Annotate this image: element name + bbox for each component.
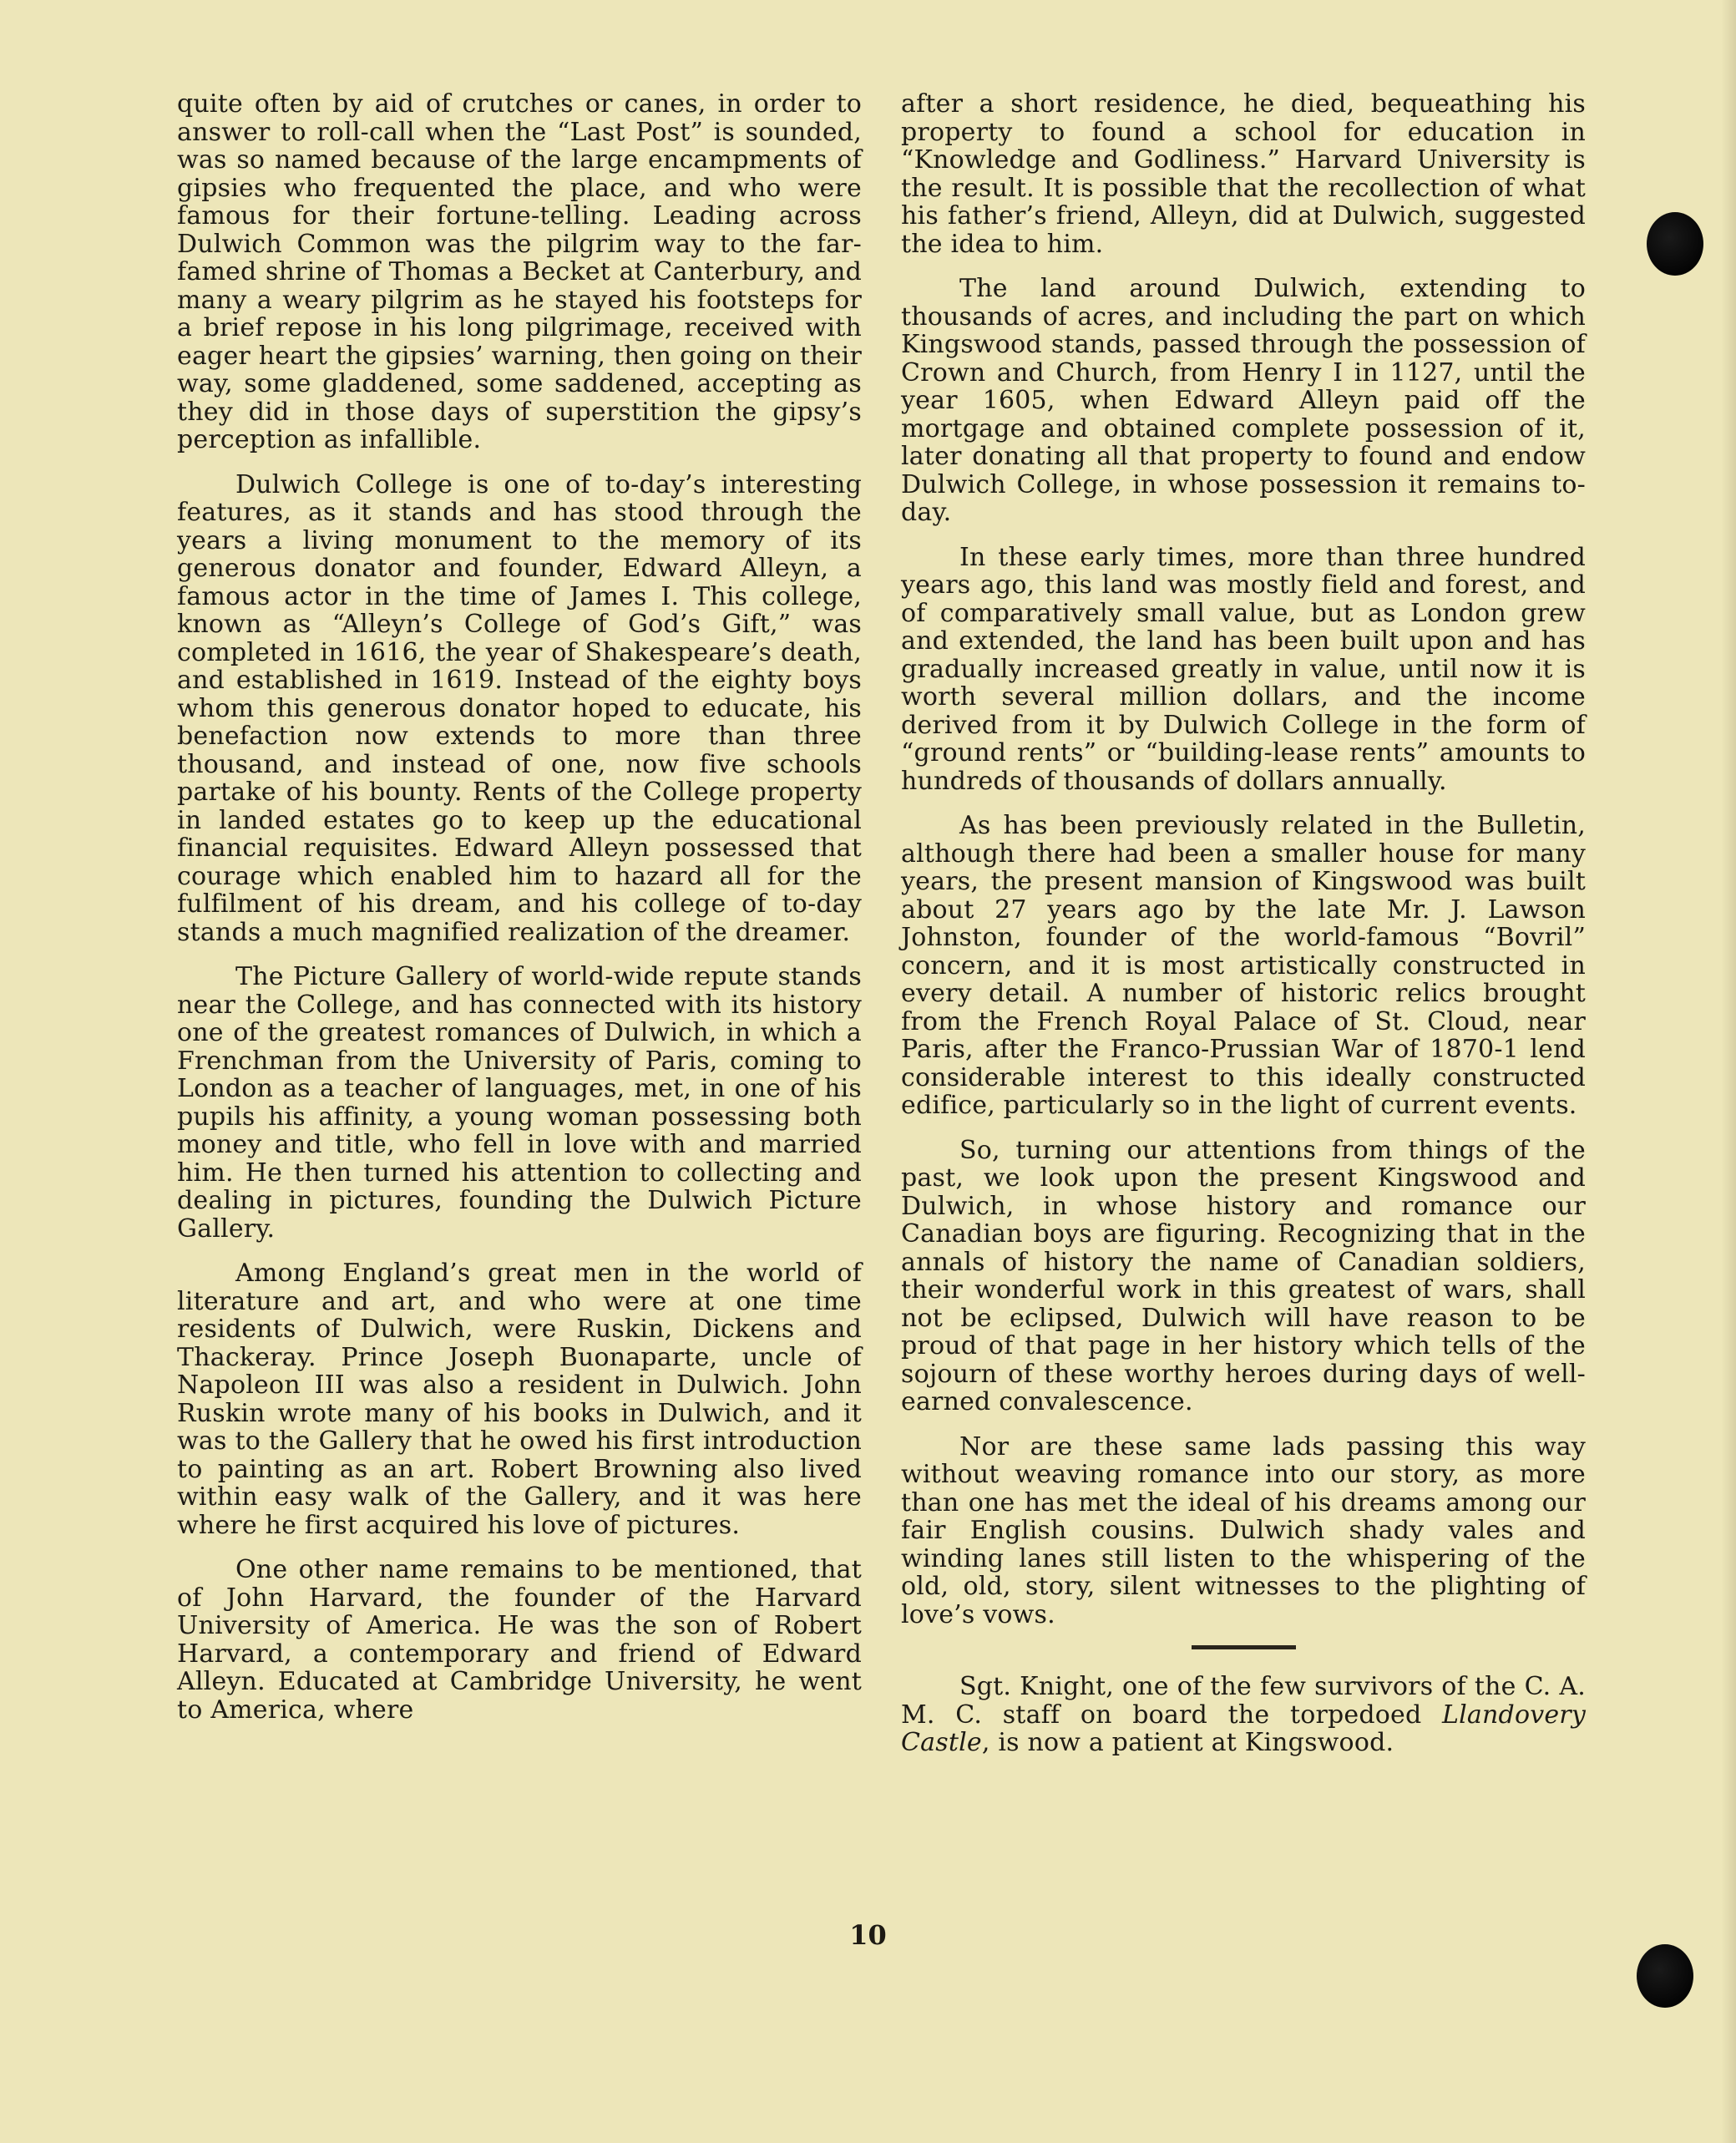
paragraph: So, turning our attentions from things of the past, we look upon the present Kingswood and Dulwich, in whose history and romance our Canadian boys are figuring. Recognizing that in the annals of history the name of Canadian soldiers, their wonderful work in this greatest of wars, shall not be eclipsed, Dulwich will have reason to be proud of that page in her history which tells of the sojourn of these worthy heroes during days of well-earned convalescence. xyxy=(901,1135,1586,1416)
paragraph: In these early times, more than three hundred years ago, this land was mostly field and forest, and of comparatively small value, but as London grew and extended, the land has been built upon and has gradually increased greatly in value, until now it is worth several million dollars, and the income derived from it by Dulwich College in the form of “ground rents” or “building-lease rents” amounts to hundreds of thousands of dollars annually. xyxy=(901,542,1586,796)
punch-hole-top xyxy=(1647,212,1703,276)
left-column xyxy=(177,90,862,1740)
paragraph: The land around Dulwich, extending to thousands of acres, and including the part on which Kingswood stands, passed through the possession of Crown and Church, from Henry I in 1127, until the year 1605, when Edward Alleyn paid off the mortgage and obtained complete possession of it, later donating all that property to found and endow Dulwich College, in whose possession it remains to-day. xyxy=(901,274,1586,527)
note-text-start: Sgt. Knight, one of the few survivors of the C. A. M. C. staff on board the torpedoed xyxy=(901,1672,1586,1730)
page-number: 10 xyxy=(849,1919,887,1951)
paragraph: As has been previously related in the Bulletin, although there had been a smaller house for many years, the present mansion of Kingswood was built about 27 years ago by the late Mr. J. Lawson Johnston, founder of the world-famous “Bovril” concern, and it is most artistically constructed in every detail. A number of historic relics brought from the French Royal Palace of St. Cloud, near Paris, after the Franco-Prussian War of 1870-1 lend considerable interest to this ideally constructed edifice, particularly so in the light of current events. xyxy=(901,811,1586,1120)
punch-hole-bottom xyxy=(1637,1944,1693,2008)
news-note xyxy=(901,1673,1586,1757)
paragraph: Dulwich College is one of to-day’s interesting features, as it stands and has stood through the years a living monument to the memory of its generous donator and founder, Edward Alleyn, a famous actor in the time of James I. This college, known as “Alleyn’s College of God’s Gift,” was completed in 1616, the year of Shakespeare’s death, and established in 1619. Instead of the eighty boys whom this generous donator hoped to educate, his benefaction now extends to more than three thousand, and instead of one, now five schools partake of his bounty. Rents of the College property in landed estates go to keep up the educational financial requisites. Edward Alleyn possessed that courage which enabled him to hazard all for the fulfilment of his dream, and his college of to-day stands a much magnified realization of the dreamer. xyxy=(177,469,862,947)
paragraph: quite often by aid of crutches or canes, in order to answer to roll-call when the “Last Post” is sounded, was so named because of the large encampments of gipsies who frequented the place, and who were famous for their fortune-telling. Leading across Dulwich Common was the pilgrim way to the far-famed shrine of Thomas a Becket at Canterbury, and many a weary pilgrim as he stayed his footsteps for a brief repose in his long pilgrimage, received with eager heart the gipsies’ warning, then going on their way, some gladdened, some saddened, accepting as they did in those days of superstition the gipsy’s perception as infallible. xyxy=(177,89,862,454)
paragraph: Nor are these same lads passing this way without weaving romance into our story, as more than one has met the ideal of his dreams among our fair English cousins. Dulwich shady vales and winding lanes still listen to the whispering of the old, old, story, silent witnesses to the plighting of love’s vows. xyxy=(901,1431,1586,1629)
page-edge-shadow xyxy=(1721,0,1736,2143)
note-text-end: , is now a patient at Kingswood. xyxy=(981,1728,1394,1757)
ship-name: Llandovery Castle xyxy=(901,1700,1586,1757)
paragraph: Among England’s great men in the world of literature and art, and who were at one time residents of Dulwich, were Ruskin, Dickens and Thackeray. Prince Joseph Buonaparte, uncle of Napoleon III was also a resident in Dulwich. John Ruskin wrote many of his books in Dulwich, and it was to the Gallery that he owed his first introduction to painting as an art. Robert Browning also lived within easy walk of the Gallery, and it was here where he first acquired his love of pictures. xyxy=(177,1259,862,1540)
paragraph: The Picture Gallery of world-wide repute stands near the College, and has connected with its history one of the greatest romances of Dulwich, in which a Frenchman from the University of Paris, coming to London as a teacher of languages, met, in one of his pupils his affinity, a young woman possessing both money and title, who fell in love with and married him. He then turned his attention to collecting and dealing in pictures, founding the Dulwich Picture Gallery. xyxy=(177,962,862,1244)
right-column xyxy=(901,90,1586,1774)
section-divider xyxy=(1192,1645,1296,1649)
paragraph: One other name remains to be mentioned, that of John Harvard, the founder of the Harvard University of America. He was the son of Robert Harvard, a contemporary and friend of Edward Alleyn. Educated at Cambridge University, he went to America, where xyxy=(177,1555,862,1725)
paragraph: after a short residence, he died, bequeathing his property to found a school for education in “Knowledge and Godliness.” Harvard University is the result. It is possible that the recollection of what his father’s friend, Alleyn, did at Dulwich, suggested the idea to him. xyxy=(901,89,1586,259)
